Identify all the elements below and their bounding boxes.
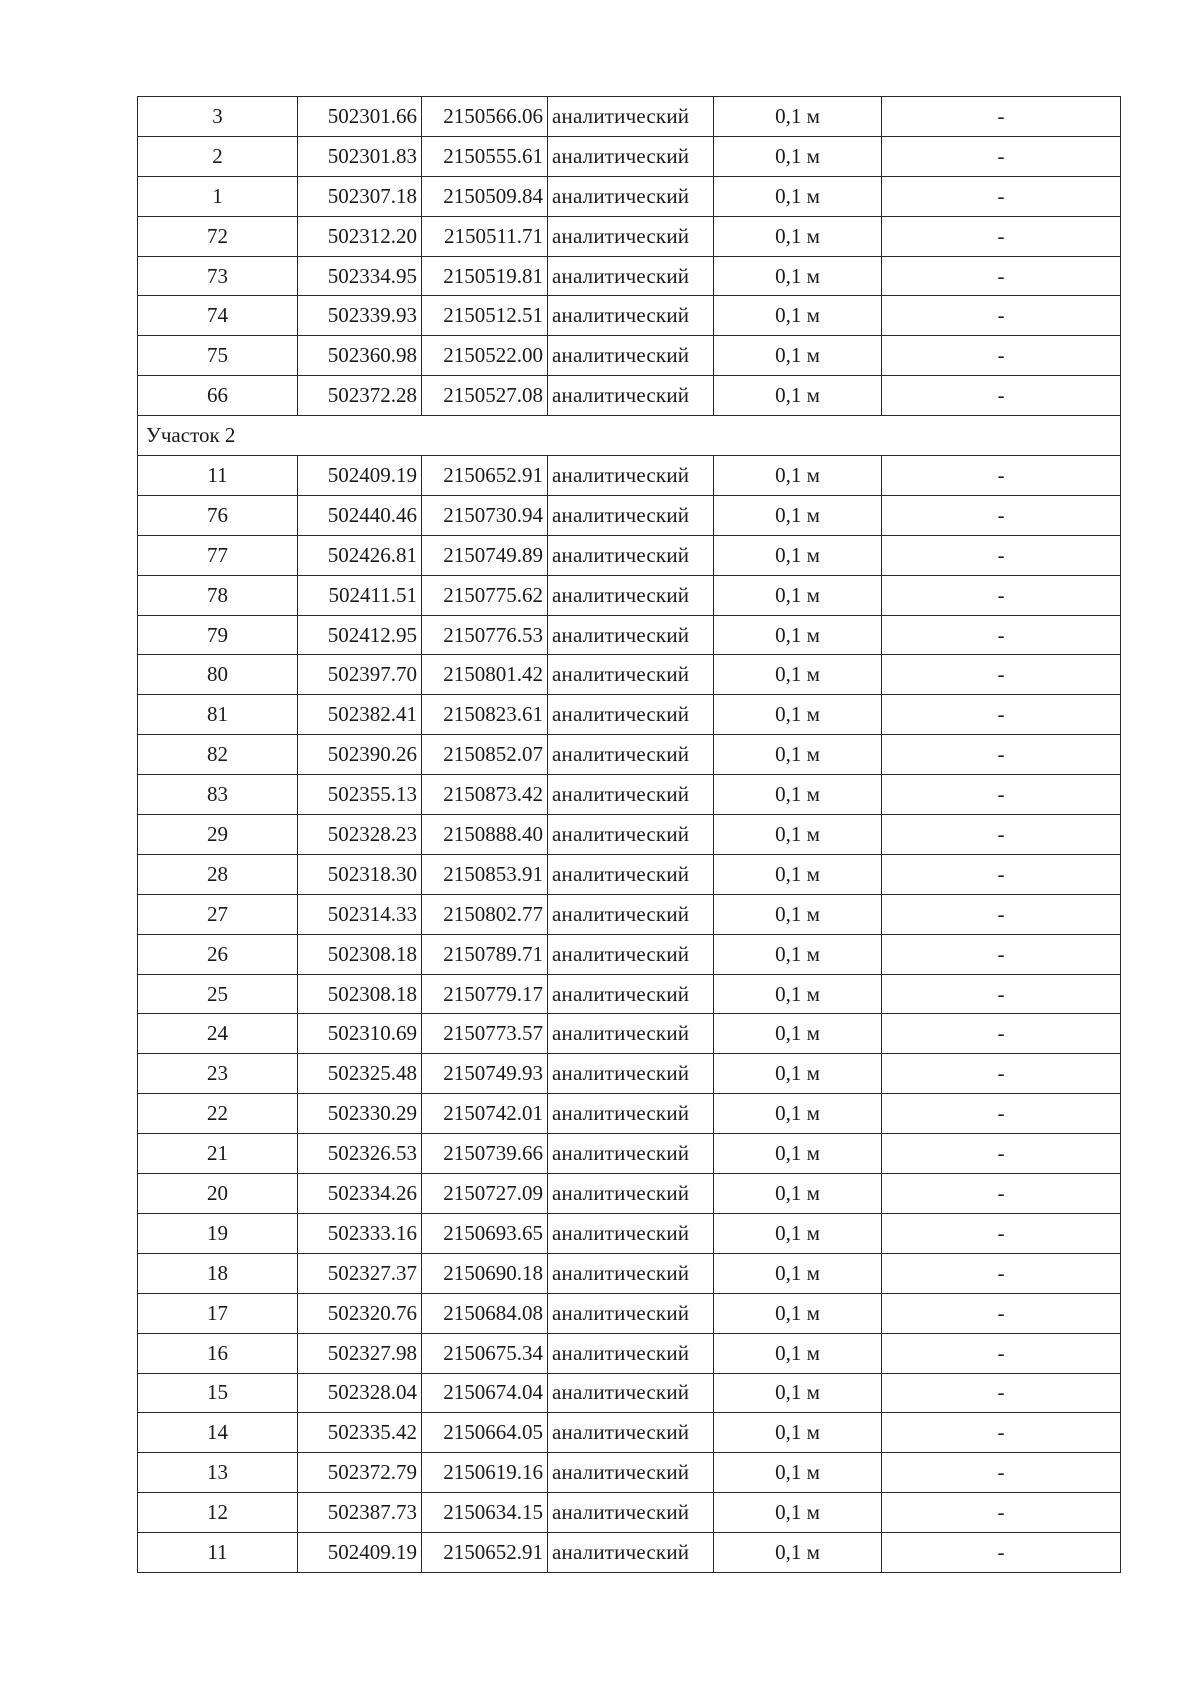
coordinate-x-cell: 502355.13: [298, 775, 422, 815]
coordinate-y-cell: 2150634.15: [422, 1493, 548, 1533]
accuracy-cell: 0,1 м: [714, 495, 882, 535]
point-number-cell: 76: [138, 495, 298, 535]
method-cell: аналитический: [548, 695, 714, 735]
table-row: [138, 1253, 1121, 1293]
coordinate-y-cell: 2150853.91: [422, 854, 548, 894]
coordinate-x-cell: 502326.53: [298, 1134, 422, 1174]
point-number-cell: 21: [138, 1134, 298, 1174]
coordinate-y-cell: 2150873.42: [422, 775, 548, 815]
method-cell: аналитический: [548, 256, 714, 296]
description-cell: -: [882, 376, 1121, 416]
description-cell: -: [882, 1134, 1121, 1174]
coordinate-x-cell: 502327.98: [298, 1333, 422, 1373]
accuracy-cell: 0,1 м: [714, 1293, 882, 1333]
method-cell: аналитический: [548, 815, 714, 855]
coordinate-y-cell: 2150693.65: [422, 1213, 548, 1253]
table-row: [138, 1174, 1121, 1214]
coordinate-y-cell: 2150801.42: [422, 655, 548, 695]
accuracy-cell: 0,1 м: [714, 1054, 882, 1094]
coordinate-x-cell: 502409.19: [298, 456, 422, 496]
point-number-cell: 66: [138, 376, 298, 416]
accuracy-cell: 0,1 м: [714, 256, 882, 296]
accuracy-cell: 0,1 м: [714, 974, 882, 1014]
coordinate-x-cell: 502411.51: [298, 575, 422, 615]
method-cell: аналитический: [548, 854, 714, 894]
coordinate-y-cell: 2150789.71: [422, 934, 548, 974]
method-cell: аналитический: [548, 136, 714, 176]
description-cell: -: [882, 854, 1121, 894]
coordinate-y-cell: 2150775.62: [422, 575, 548, 615]
description-cell: -: [882, 1333, 1121, 1373]
point-number-cell: 18: [138, 1253, 298, 1293]
coordinate-x-cell: 502301.66: [298, 97, 422, 137]
description-cell: -: [882, 1014, 1121, 1054]
point-number-cell: 80: [138, 655, 298, 695]
coordinate-x-cell: 502409.19: [298, 1533, 422, 1573]
accuracy-cell: 0,1 м: [714, 894, 882, 934]
method-cell: аналитический: [548, 1134, 714, 1174]
accuracy-cell: 0,1 м: [714, 655, 882, 695]
coordinate-x-cell: 502372.28: [298, 376, 422, 416]
coordinate-x-cell: 502327.37: [298, 1253, 422, 1293]
method-cell: аналитический: [548, 1413, 714, 1453]
table-row: [138, 735, 1121, 775]
point-number-cell: 27: [138, 894, 298, 934]
coordinate-x-cell: 502320.76: [298, 1293, 422, 1333]
description-cell: -: [882, 216, 1121, 256]
accuracy-cell: 0,1 м: [714, 1413, 882, 1453]
coordinate-y-cell: 2150749.93: [422, 1054, 548, 1094]
table-row: [138, 1333, 1121, 1373]
description-cell: -: [882, 136, 1121, 176]
accuracy-cell: 0,1 м: [714, 1333, 882, 1373]
table-row: [138, 1014, 1121, 1054]
method-cell: аналитический: [548, 934, 714, 974]
coordinate-x-cell: 502426.81: [298, 535, 422, 575]
method-cell: аналитический: [548, 1293, 714, 1333]
coordinate-y-cell: 2150730.94: [422, 495, 548, 535]
accuracy-cell: 0,1 м: [714, 1213, 882, 1253]
method-cell: аналитический: [548, 775, 714, 815]
method-cell: аналитический: [548, 1533, 714, 1573]
method-cell: аналитический: [548, 97, 714, 137]
point-number-cell: 28: [138, 854, 298, 894]
accuracy-cell: 0,1 м: [714, 854, 882, 894]
method-cell: аналитический: [548, 735, 714, 775]
description-cell: -: [882, 894, 1121, 934]
table-row: [138, 1293, 1121, 1333]
description-cell: -: [882, 615, 1121, 655]
coordinates-table: [137, 96, 1121, 1573]
table-row: [138, 854, 1121, 894]
point-number-cell: 13: [138, 1453, 298, 1493]
method-cell: аналитический: [548, 1213, 714, 1253]
coordinate-x-cell: 502360.98: [298, 336, 422, 376]
coordinate-y-cell: 2150509.84: [422, 176, 548, 216]
accuracy-cell: 0,1 м: [714, 1094, 882, 1134]
table-row: [138, 1054, 1121, 1094]
coordinate-x-cell: 502318.30: [298, 854, 422, 894]
coordinate-x-cell: 502390.26: [298, 735, 422, 775]
method-cell: аналитический: [548, 615, 714, 655]
point-number-cell: 81: [138, 695, 298, 735]
method-cell: аналитический: [548, 575, 714, 615]
table-row: [138, 1533, 1121, 1573]
point-number-cell: 79: [138, 615, 298, 655]
accuracy-cell: 0,1 м: [714, 575, 882, 615]
section-header-row: [138, 416, 1121, 456]
description-cell: -: [882, 97, 1121, 137]
table-row: [138, 815, 1121, 855]
description-cell: -: [882, 1253, 1121, 1293]
point-number-cell: 75: [138, 336, 298, 376]
coordinate-y-cell: 2150527.08: [422, 376, 548, 416]
table-row: [138, 376, 1121, 416]
point-number-cell: 72: [138, 216, 298, 256]
coordinate-y-cell: 2150852.07: [422, 735, 548, 775]
description-cell: -: [882, 1453, 1121, 1493]
description-cell: -: [882, 495, 1121, 535]
accuracy-cell: 0,1 м: [714, 336, 882, 376]
section-title: Участок 2: [138, 416, 1121, 456]
accuracy-cell: 0,1 м: [714, 735, 882, 775]
method-cell: аналитический: [548, 376, 714, 416]
description-cell: -: [882, 695, 1121, 735]
table-row: [138, 695, 1121, 735]
coordinate-x-cell: 502335.42: [298, 1413, 422, 1453]
accuracy-cell: 0,1 м: [714, 1373, 882, 1413]
accuracy-cell: 0,1 м: [714, 535, 882, 575]
coordinate-y-cell: 2150511.71: [422, 216, 548, 256]
method-cell: аналитический: [548, 1253, 714, 1293]
point-number-cell: 24: [138, 1014, 298, 1054]
point-number-cell: 11: [138, 456, 298, 496]
point-number-cell: 83: [138, 775, 298, 815]
coordinate-x-cell: 502312.20: [298, 216, 422, 256]
accuracy-cell: 0,1 м: [714, 1493, 882, 1533]
table-row: [138, 575, 1121, 615]
table-row: [138, 894, 1121, 934]
accuracy-cell: 0,1 м: [714, 775, 882, 815]
point-number-cell: 15: [138, 1373, 298, 1413]
table-row: [138, 535, 1121, 575]
description-cell: -: [882, 1373, 1121, 1413]
accuracy-cell: 0,1 м: [714, 456, 882, 496]
description-cell: -: [882, 1413, 1121, 1453]
coordinate-y-cell: 2150664.05: [422, 1413, 548, 1453]
coordinate-x-cell: 502328.23: [298, 815, 422, 855]
accuracy-cell: 0,1 м: [714, 615, 882, 655]
table-row: [138, 296, 1121, 336]
coordinate-x-cell: 502330.29: [298, 1094, 422, 1134]
coordinate-x-cell: 502382.41: [298, 695, 422, 735]
accuracy-cell: 0,1 м: [714, 1533, 882, 1573]
point-number-cell: 17: [138, 1293, 298, 1333]
description-cell: -: [882, 1094, 1121, 1134]
description-cell: -: [882, 815, 1121, 855]
coordinate-y-cell: 2150555.61: [422, 136, 548, 176]
table-row: [138, 176, 1121, 216]
method-cell: аналитический: [548, 894, 714, 934]
method-cell: аналитический: [548, 336, 714, 376]
table-row: [138, 1413, 1121, 1453]
point-number-cell: 74: [138, 296, 298, 336]
point-number-cell: 20: [138, 1174, 298, 1214]
method-cell: аналитический: [548, 216, 714, 256]
accuracy-cell: 0,1 м: [714, 1453, 882, 1493]
coordinate-y-cell: 2150888.40: [422, 815, 548, 855]
coordinate-x-cell: 502314.33: [298, 894, 422, 934]
description-cell: -: [882, 1213, 1121, 1253]
method-cell: аналитический: [548, 176, 714, 216]
description-cell: -: [882, 934, 1121, 974]
coordinate-x-cell: 502307.18: [298, 176, 422, 216]
accuracy-cell: 0,1 м: [714, 376, 882, 416]
table-row: [138, 456, 1121, 496]
table-row: [138, 1453, 1121, 1493]
coordinate-x-cell: 502339.93: [298, 296, 422, 336]
description-cell: -: [882, 336, 1121, 376]
accuracy-cell: 0,1 м: [714, 1253, 882, 1293]
point-number-cell: 26: [138, 934, 298, 974]
description-cell: -: [882, 775, 1121, 815]
point-number-cell: 12: [138, 1493, 298, 1533]
method-cell: аналитический: [548, 1373, 714, 1413]
coordinate-y-cell: 2150522.00: [422, 336, 548, 376]
coordinate-y-cell: 2150684.08: [422, 1293, 548, 1333]
table-row: [138, 495, 1121, 535]
table-row: [138, 775, 1121, 815]
method-cell: аналитический: [548, 655, 714, 695]
coordinate-y-cell: 2150802.77: [422, 894, 548, 934]
method-cell: аналитический: [548, 535, 714, 575]
point-number-cell: 2: [138, 136, 298, 176]
point-number-cell: 11: [138, 1533, 298, 1573]
accuracy-cell: 0,1 м: [714, 1014, 882, 1054]
method-cell: аналитический: [548, 1094, 714, 1134]
coordinate-x-cell: 502397.70: [298, 655, 422, 695]
point-number-cell: 78: [138, 575, 298, 615]
accuracy-cell: 0,1 м: [714, 1134, 882, 1174]
point-number-cell: 82: [138, 735, 298, 775]
table-row: [138, 1373, 1121, 1413]
coordinate-y-cell: 2150566.06: [422, 97, 548, 137]
point-number-cell: 73: [138, 256, 298, 296]
point-number-cell: 23: [138, 1054, 298, 1094]
description-cell: -: [882, 735, 1121, 775]
point-number-cell: 19: [138, 1213, 298, 1253]
table-row: [138, 1493, 1121, 1533]
coordinate-y-cell: 2150652.91: [422, 456, 548, 496]
coordinate-x-cell: 502308.18: [298, 934, 422, 974]
method-cell: аналитический: [548, 974, 714, 1014]
coordinate-x-cell: 502440.46: [298, 495, 422, 535]
description-cell: -: [882, 456, 1121, 496]
coordinate-x-cell: 502301.83: [298, 136, 422, 176]
method-cell: аналитический: [548, 495, 714, 535]
coordinate-y-cell: 2150512.51: [422, 296, 548, 336]
point-number-cell: 29: [138, 815, 298, 855]
point-number-cell: 16: [138, 1333, 298, 1373]
coordinate-y-cell: 2150652.91: [422, 1533, 548, 1573]
coordinate-x-cell: 502325.48: [298, 1054, 422, 1094]
coordinate-x-cell: 502310.69: [298, 1014, 422, 1054]
accuracy-cell: 0,1 м: [714, 695, 882, 735]
coordinate-y-cell: 2150674.04: [422, 1373, 548, 1413]
method-cell: аналитический: [548, 1453, 714, 1493]
description-cell: -: [882, 1293, 1121, 1333]
accuracy-cell: 0,1 м: [714, 176, 882, 216]
coordinate-x-cell: 502334.95: [298, 256, 422, 296]
point-number-cell: 25: [138, 974, 298, 1014]
description-cell: -: [882, 535, 1121, 575]
table-row: [138, 216, 1121, 256]
accuracy-cell: 0,1 м: [714, 216, 882, 256]
table-row: [138, 336, 1121, 376]
table-row: [138, 655, 1121, 695]
coordinate-y-cell: 2150727.09: [422, 1174, 548, 1214]
table-row: [138, 1213, 1121, 1253]
accuracy-cell: 0,1 м: [714, 815, 882, 855]
method-cell: аналитический: [548, 296, 714, 336]
method-cell: аналитический: [548, 1333, 714, 1373]
point-number-cell: 77: [138, 535, 298, 575]
accuracy-cell: 0,1 м: [714, 97, 882, 137]
description-cell: -: [882, 655, 1121, 695]
table-row: [138, 256, 1121, 296]
description-cell: -: [882, 1054, 1121, 1094]
description-cell: -: [882, 1533, 1121, 1573]
method-cell: аналитический: [548, 456, 714, 496]
accuracy-cell: 0,1 м: [714, 1174, 882, 1214]
description-cell: -: [882, 176, 1121, 216]
coordinate-x-cell: 502412.95: [298, 615, 422, 655]
method-cell: аналитический: [548, 1054, 714, 1094]
description-cell: -: [882, 1493, 1121, 1533]
coordinate-y-cell: 2150776.53: [422, 615, 548, 655]
table-row: [138, 934, 1121, 974]
coordinate-x-cell: 502308.18: [298, 974, 422, 1014]
accuracy-cell: 0,1 м: [714, 296, 882, 336]
point-number-cell: 14: [138, 1413, 298, 1453]
coordinate-y-cell: 2150739.66: [422, 1134, 548, 1174]
method-cell: аналитический: [548, 1493, 714, 1533]
point-number-cell: 22: [138, 1094, 298, 1134]
coordinate-x-cell: 502334.26: [298, 1174, 422, 1214]
coordinate-y-cell: 2150690.18: [422, 1253, 548, 1293]
method-cell: аналитический: [548, 1174, 714, 1214]
coordinate-y-cell: 2150519.81: [422, 256, 548, 296]
coordinate-y-cell: 2150749.89: [422, 535, 548, 575]
accuracy-cell: 0,1 м: [714, 934, 882, 974]
coordinate-y-cell: 2150675.34: [422, 1333, 548, 1373]
coordinate-x-cell: 502387.73: [298, 1493, 422, 1533]
method-cell: аналитический: [548, 1014, 714, 1054]
description-cell: -: [882, 974, 1121, 1014]
accuracy-cell: 0,1 м: [714, 136, 882, 176]
description-cell: -: [882, 256, 1121, 296]
point-number-cell: 3: [138, 97, 298, 137]
table-row: [138, 136, 1121, 176]
point-number-cell: 1: [138, 176, 298, 216]
table-row: [138, 1134, 1121, 1174]
table-row: [138, 615, 1121, 655]
table-row: [138, 1094, 1121, 1134]
table-row: [138, 974, 1121, 1014]
coordinates-table-body: [138, 97, 1121, 1573]
coordinate-x-cell: 502333.16: [298, 1213, 422, 1253]
coordinate-y-cell: 2150773.57: [422, 1014, 548, 1054]
description-cell: -: [882, 575, 1121, 615]
coordinate-y-cell: 2150619.16: [422, 1453, 548, 1493]
coordinate-x-cell: 502328.04: [298, 1373, 422, 1413]
coordinate-y-cell: 2150742.01: [422, 1094, 548, 1134]
coordinate-y-cell: 2150823.61: [422, 695, 548, 735]
description-cell: -: [882, 1174, 1121, 1214]
table-row: [138, 97, 1121, 137]
coordinate-x-cell: 502372.79: [298, 1453, 422, 1493]
coordinate-y-cell: 2150779.17: [422, 974, 548, 1014]
description-cell: -: [882, 296, 1121, 336]
